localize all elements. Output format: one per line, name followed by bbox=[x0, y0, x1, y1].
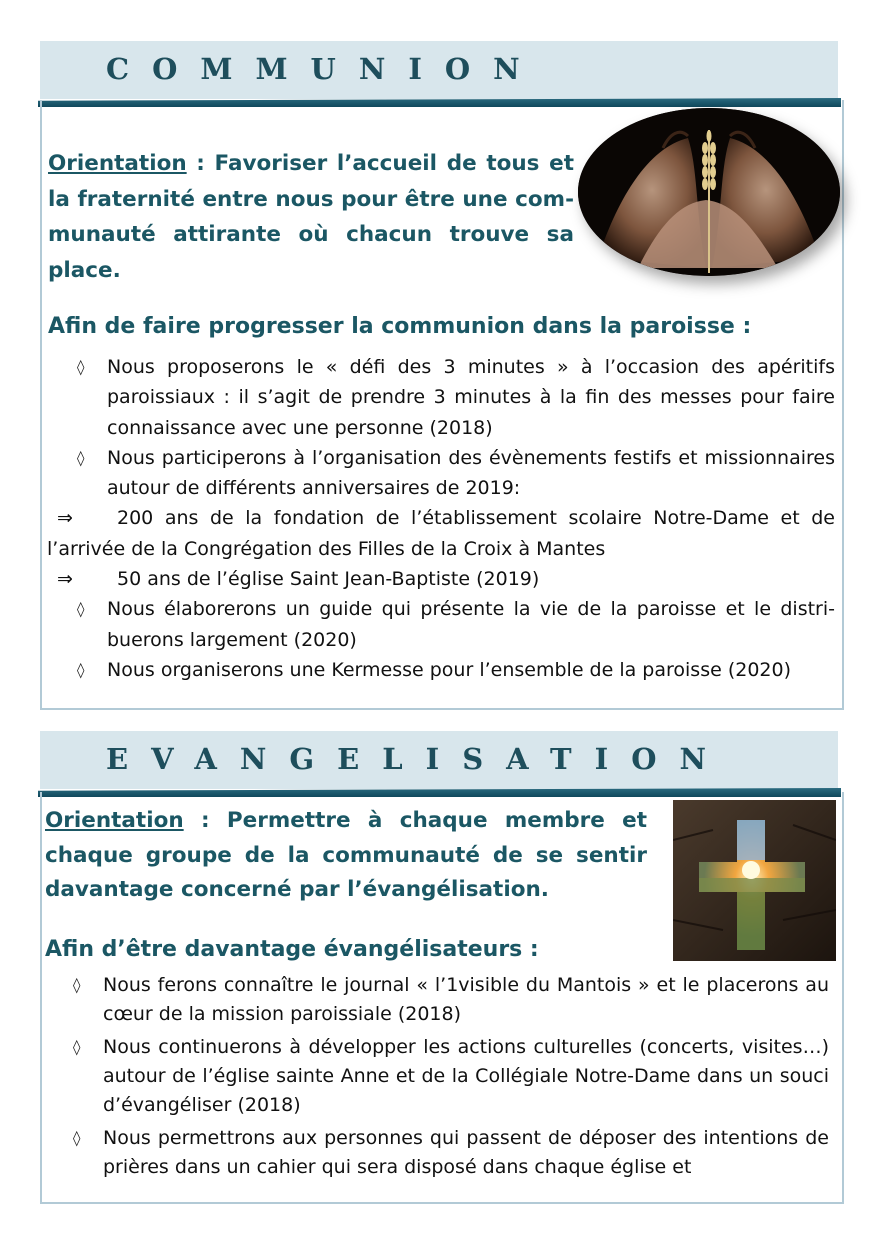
arrow-right-icon: ⇒ bbox=[57, 507, 73, 530]
list-item-text: Nous ferons connaître le journal « l’1visible du Mantois » et le placerons au cœur de la mission paroissiale (2018) bbox=[103, 974, 829, 1025]
sub-list-item bbox=[47, 503, 835, 564]
communion-orientation bbox=[48, 146, 574, 288]
sub-list-item-text: 50 ans de l’église Saint Jean-Baptiste (2019) bbox=[117, 568, 540, 591]
diamond-bullet-icon: ◊ bbox=[73, 976, 81, 994]
list-item bbox=[77, 352, 835, 443]
communion-banner bbox=[40, 41, 838, 99]
hands-wheat-image bbox=[578, 108, 840, 276]
list-item bbox=[73, 1033, 829, 1120]
evangelisation-title: EVANGELISATION bbox=[106, 742, 729, 776]
list-item-text: Nous permettrons aux personnes qui passent de déposer des intentions de prières dans un cahier qui sera disposé dans chaque église et bbox=[103, 1127, 829, 1178]
list-item-text: Nous continuerons à développer les actions culturelles (concerts, visites…) autour de l’église sainte Anne et de la Collégiale Notre-Dame dans un souci d’évangéliser (2018) bbox=[103, 1036, 829, 1116]
diamond-bullet-icon: ◊ bbox=[73, 1038, 81, 1056]
communion-title: COMMUNION bbox=[106, 52, 543, 86]
evangelisation-orientation-text: : Permettre à chaque membre et chaque groupe de la communauté de se sentir davantage concerné par l’évangélisation. bbox=[45, 808, 647, 902]
list-item bbox=[77, 594, 835, 655]
arrow-right-icon: ⇒ bbox=[57, 568, 73, 591]
communion-orientation-text: : Favoriser l’accueil de tous et la fraternité entre nous pour être une communauté attirante où chacun trouve sa place. bbox=[48, 151, 574, 283]
communion-orientation-label: Orientation bbox=[48, 151, 187, 176]
diamond-bullet-icon: ◊ bbox=[73, 1129, 81, 1147]
cross-window-sunset-image bbox=[673, 800, 836, 961]
diamond-bullet-icon: ◊ bbox=[77, 358, 85, 376]
evangelisation-orientation-label: Orientation bbox=[45, 808, 184, 833]
evangelisation-intro: Afin d’être davantage évangélisateurs : bbox=[45, 937, 539, 962]
list-item bbox=[73, 1124, 829, 1182]
communion-intro: Afin de faire progresser la communion dans la paroisse : bbox=[48, 314, 752, 339]
list-item-text: Nous participerons à l’organisation des évènements festifs et missionnaires autour de différents anniversaires de 2019: bbox=[107, 446, 835, 500]
list-item-text: Nous proposerons le « défi des 3 minutes » à l’occasion des apéritifs paroissiaux : il s’agit de prendre 3 minutes à la fin des messes pour faire connaissance avec une personne (2018) bbox=[107, 356, 835, 439]
sub-list-item-text: 200 ans de la fondation de l’établissement scolaire Notre-Dame et de l’arrivée de la Congrégation des Filles de la Croix à Mantes bbox=[47, 507, 835, 560]
list-item bbox=[77, 655, 835, 685]
diamond-bullet-icon: ◊ bbox=[77, 660, 85, 679]
list-item-text: Nous élaborerons un guide qui présente la vie de la paroisse et le distribuerons largement (2020) bbox=[107, 598, 835, 651]
list-item bbox=[77, 443, 835, 504]
evangelisation-banner bbox=[40, 731, 838, 789]
evangelisation-list bbox=[73, 971, 829, 1182]
diamond-bullet-icon: ◊ bbox=[77, 600, 85, 619]
diamond-bullet-icon: ◊ bbox=[77, 448, 85, 467]
list-item bbox=[73, 971, 829, 1029]
communion-list bbox=[47, 352, 835, 685]
sub-list-item bbox=[47, 564, 835, 594]
evangelisation-orientation bbox=[45, 804, 647, 908]
list-item-text: Nous organiserons une Kermesse pour l’ensemble de la paroisse (2020) bbox=[107, 658, 791, 681]
